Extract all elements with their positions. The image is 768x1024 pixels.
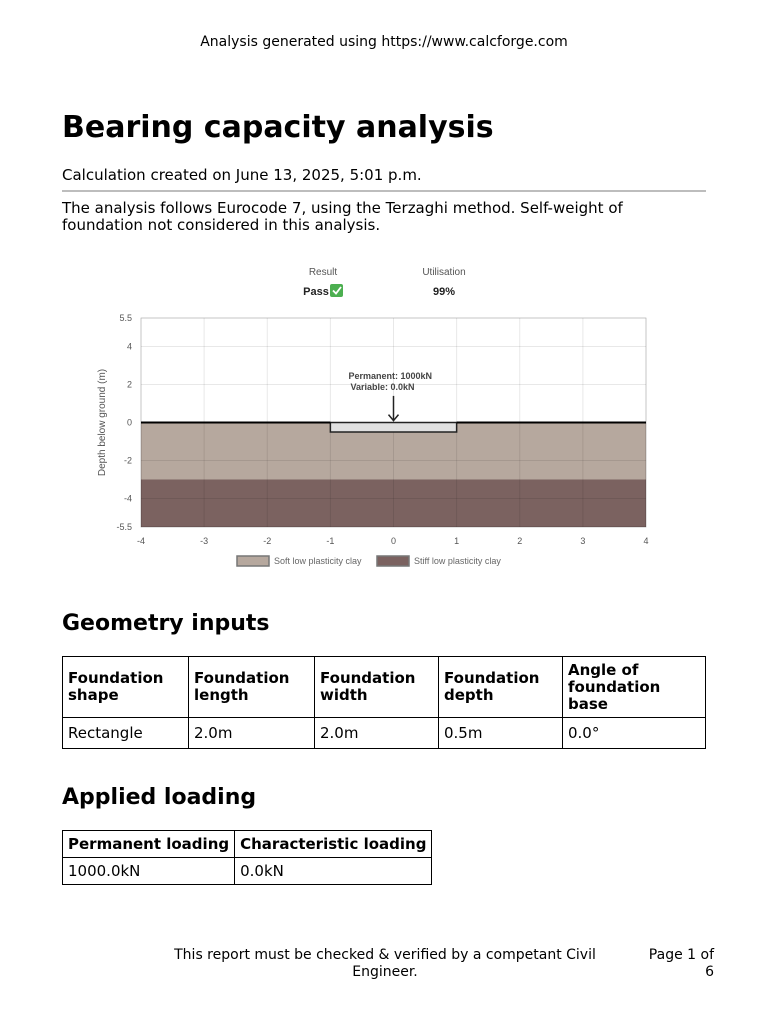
foundation — [330, 423, 456, 433]
loading-table — [62, 830, 432, 885]
column-header: Foundation length — [189, 657, 315, 718]
y-tick-label: 4 — [126, 341, 132, 352]
x-tick-label: -4 — [136, 536, 146, 546]
column-header: Permanent loading — [63, 831, 235, 858]
table-row — [63, 858, 432, 885]
y-tick-label: -4 — [123, 493, 132, 504]
geometry-heading: Geometry inputs — [62, 611, 270, 636]
y-tick-label: 0 — [126, 417, 132, 428]
y-axis-label: Depth below ground (m) — [97, 368, 108, 477]
legend-label: Soft low plasticity clay — [274, 556, 362, 566]
loading-heading: Applied loading — [62, 785, 257, 810]
page-title: Bearing capacity analysis — [62, 110, 494, 145]
x-tick-label: 0 — [390, 536, 397, 546]
column-header: Foundation depth — [439, 657, 563, 718]
utilisation-value: 99% — [432, 286, 456, 298]
table-cell: 0.5m — [439, 718, 563, 749]
table-row — [63, 718, 706, 749]
report-header: Analysis generated using https://www.calcforge.com — [200, 34, 568, 50]
column-header: Foundation shape — [63, 657, 189, 718]
result-label: Result — [308, 267, 338, 278]
divider — [62, 190, 706, 192]
legend-swatch — [237, 556, 269, 566]
table-cell: 1000.0kN — [63, 858, 235, 885]
table-cell: Rectangle — [63, 718, 189, 749]
table-cell: 0.0kN — [235, 858, 432, 885]
y-tick-label: -2 — [123, 455, 132, 466]
table-cell: 2.0m — [189, 718, 315, 749]
x-tick-label: 3 — [580, 536, 586, 546]
x-tick-label: 1 — [454, 536, 460, 546]
table-header-row — [63, 657, 706, 718]
result-value: Pass — [303, 286, 329, 298]
table-header-row — [63, 831, 432, 858]
y-tick-label: 5.5 — [119, 313, 132, 323]
utilisation-label: Utilisation — [422, 267, 466, 278]
column-header: Angle of foundation base — [563, 657, 706, 718]
load-annotation: Variable: 0.0kN — [350, 382, 415, 392]
column-header: Foundation width — [315, 657, 439, 718]
x-tick-label: -2 — [263, 536, 272, 546]
page-number: Page 1 of 6 — [648, 947, 714, 980]
x-tick-label: 4 — [643, 536, 649, 546]
check-icon — [330, 284, 343, 297]
created-timestamp: Calculation created on June 13, 2025, 5:01 p.m. — [62, 166, 422, 184]
legend-swatch — [377, 556, 409, 566]
footer-disclaimer: This report must be checked & verified by a competant Civil Engineer. — [174, 947, 596, 980]
legend-label: Stiff low plasticity clay — [414, 556, 501, 566]
column-header: Characteristic loading — [235, 831, 432, 858]
y-tick-label: 2 — [126, 379, 132, 390]
x-tick-label: -3 — [200, 536, 209, 546]
table-cell: 2.0m — [315, 718, 439, 749]
load-annotation: Permanent: 1000kN — [348, 371, 433, 381]
geometry-table — [62, 656, 706, 749]
intro-paragraph: The analysis follows Eurocode 7, using the Terzaghi method. Self-weight of foundation not considered in this analysis. — [62, 199, 623, 234]
x-tick-label: -1 — [326, 536, 335, 546]
x-tick-label: 2 — [517, 536, 523, 546]
y-tick-label: -5.5 — [116, 522, 132, 532]
bearing-chart — [90, 260, 670, 580]
table-cell: 0.0° — [563, 718, 706, 749]
